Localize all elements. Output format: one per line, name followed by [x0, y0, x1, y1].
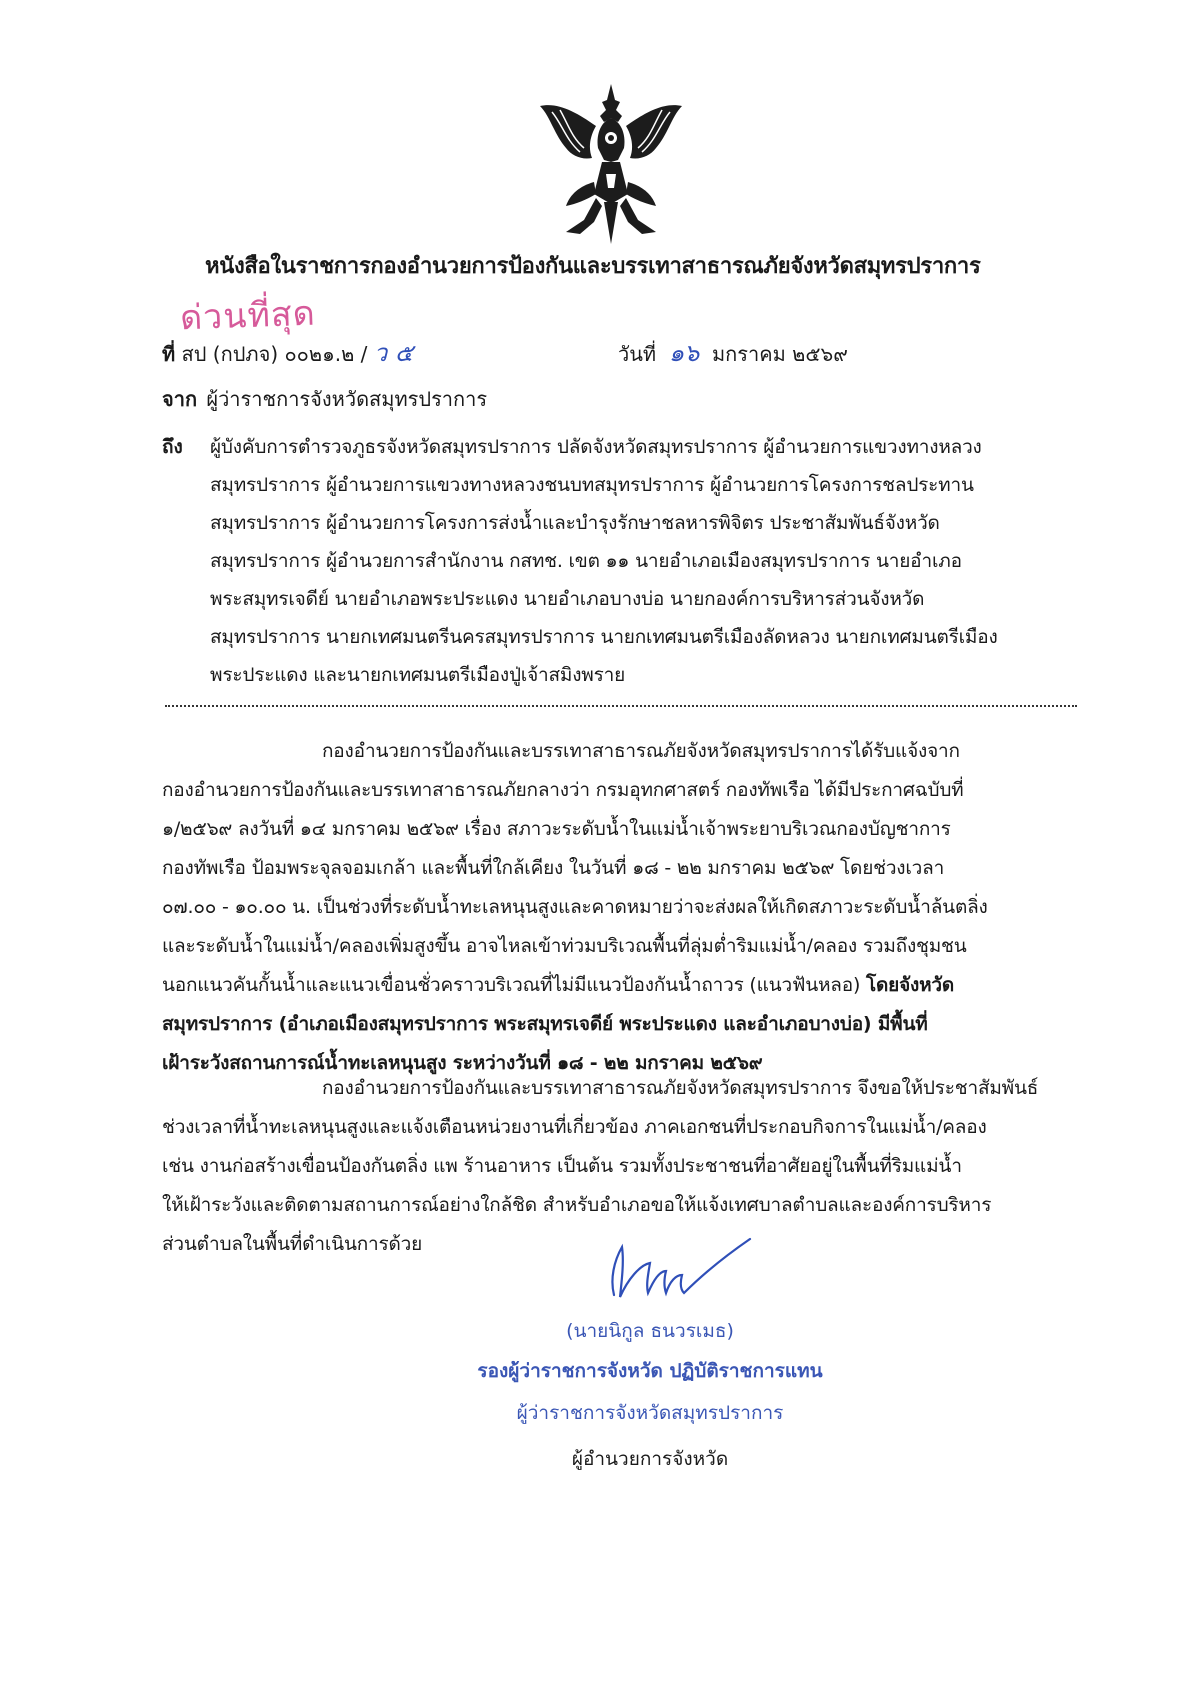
paragraph-line: ส่วนตำบลในพื้นที่ดำเนินการด้วย	[162, 1233, 423, 1255]
reference-line	[162, 333, 413, 372]
recipients-line: สมุทรปราการ ผู้อำนวยการโครงการส่งน้ำและบำรุงรักษาชลหารพิจิตร ประชาสัมพันธ์จังหวัด	[210, 512, 940, 534]
paragraph-line: ๑/๒๕๖๙ ลงวันที่ ๑๔ มกราคม ๒๕๖๙ เรื่อง สภาวะระดับน้ำในแม่น้ำเจ้าพระยาบริเวณกองบัญชาการ	[162, 818, 951, 840]
recipients-label: ถึง	[162, 436, 183, 458]
paragraph-bold-text: สมุทรปราการ (อำเภอเมืองสมุทรปราการ พระสมุทรเจดีย์ พระประแดง และอำเภอบางบ่อ) มีพื้นที่	[162, 1013, 928, 1035]
body-paragraph-1	[162, 736, 1082, 1087]
date-line	[618, 333, 848, 372]
dotted-separator	[165, 705, 1077, 707]
signatory-position: รองผู้ว่าราชการจังหวัด ปฏิบัติราชการแทน	[477, 1360, 823, 1382]
signatory-position-2: ผู้ว่าราชการจังหวัดสมุทรปราการ	[516, 1402, 784, 1424]
signatory-role: ผู้อำนวยการจังหวัด	[571, 1448, 729, 1470]
paragraph-line: และระดับน้ำในแม่น้ำ/คลองเพิ่มสูงขึ้น อาจไหลเข้าท่วมบริเวณพื้นที่ลุ่มต่ำริมแม่น้ำ/คลอง รวมถึงชุมชน	[162, 935, 967, 957]
recipients-line: สมุทรปราการ ผู้อำนวยการแขวงทางหลวงชนบทสมุทรปราการ ผู้อำนวยการโครงการชลประทาน	[210, 474, 974, 496]
paragraph-line-bold	[162, 1009, 1082, 1048]
date-handwritten-day: ๑๖	[668, 339, 700, 367]
sender-label: จาก	[162, 387, 198, 411]
paragraph-line-mixed	[162, 970, 1082, 1009]
signatory-name: (นายนิกูล ธนวรเมธ)	[566, 1320, 734, 1342]
paragraph-line: ช่วงเวลาที่น้ำทะเลหนุนสูงและแจ้งเตือนหน่วยงานที่เกี่ยวข้อง ภาคเอกชนที่ประกอบกิจการในแม่น้ำ/คลอง	[162, 1116, 987, 1138]
paragraph-bold-text: เฝ้าระวังสถานการณ์น้ำทะเลหนุนสูง ระหว่างวันที่ ๑๘ - ๒๒ มกราคม ๒๕๖๙	[162, 1052, 763, 1074]
paragraph-bold-text: โดยจังหวัด	[866, 974, 955, 996]
recipients-line: ผู้บังคับการตำรวจภูธรจังหวัดสมุทรปราการ ปลัดจังหวัดสมุทรปราการ ผู้อำนวยการแขวงทางหลวง	[210, 436, 982, 458]
document-heading: หนังสือในราชการกองอำนวยการป้องกันและบรรเทาสาธารณภัยจังหวัดสมุทรปราการ	[205, 254, 981, 279]
recipients-line: พระประแดง และนายกเทศมนตรีเมืองปู่เจ้าสมิงพราย	[210, 664, 626, 686]
paragraph-text: นอกแนวคันกั้นน้ำและแนวเขื่อนชั่วคราวบริเวณที่ไม่มีแนวป้องกันน้ำถาวร (แนวฟันหลอ)	[162, 974, 867, 996]
date-label: วันที่	[618, 342, 657, 366]
urgency-stamp: ด่วนที่สุด	[179, 293, 317, 339]
garuda-emblem-icon	[536, 82, 686, 247]
paragraph-line: ให้เฝ้าระวังและติดตามสถานการณ์อย่างใกล้ชิด สำหรับอำเภอขอให้แจ้งเทศบาลตำบลและองค์การบริหาร	[162, 1194, 992, 1216]
paragraph-line: ๐๗.๐๐ - ๑๐.๐๐ น. เป็นช่วงที่ระดับน้ำทะเลหนุนสูงและคาดหมายว่าจะส่งผลให้เกิดสภาวะระดับน้ำล้นตลิ่ง	[162, 896, 988, 918]
paragraph-line: กองอำนวยการป้องกันและบรรเทาสาธารณภัยจังหวัดสมุทรปราการ จึงขอให้ประชาสัมพันธ์	[322, 1077, 1039, 1099]
paragraph-line: กองอำนวยการป้องกันและบรรเทาสาธารณภัยกลางว่า กรมอุทกศาสตร์ กองทัพเรือ ได้มีประกาศฉบับที่	[162, 779, 964, 801]
sender-line	[162, 383, 487, 415]
handwritten-signature	[600, 1235, 760, 1305]
paragraph-line: กองอำนวยการป้องกันและบรรเทาสาธารณภัยจังหวัดสมุทรปราการได้รับแจ้งจาก	[322, 740, 960, 762]
recipients-line: สมุทรปราการ ผู้อำนวยการสำนักงาน กสทช. เขต ๑๑ นายอำเภอเมืองสมุทรปราการ นายอำเภอ	[210, 550, 962, 572]
reference-number: สป (กปภจ) ๐๐๒๑.๒ /	[181, 342, 368, 366]
recipients-lines	[210, 432, 1090, 698]
paragraph-line: เช่น งานก่อสร้างเขื่อนป้องกันตลิ่ง แพ ร้านอาหาร เป็นต้น รวมทั้งประชาชนที่อาศัยอยู่ในพื้นที่ริมแม่น้ำ	[162, 1155, 962, 1177]
sender-value: ผู้ว่าราชการจังหวัดสมุทรปราการ	[206, 387, 488, 411]
date-month-year: มกราคม ๒๕๖๙	[712, 342, 848, 366]
recipients-line: พระสมุทรเจดีย์ นายอำเภอพระประแดง นายอำเภอบางบ่อ นายกองค์การบริหารส่วนจังหวัด	[210, 588, 925, 610]
reference-handwritten-number: ว ๕	[373, 339, 414, 367]
reference-label: ที่	[162, 342, 176, 366]
recipients-line: สมุทรปราการ นายกเทศมนตรีนครสมุทรปราการ นายกเทศมนตรีเมืองลัดหลวง นายกเทศมนตรีเมือง	[210, 626, 998, 648]
paragraph-line: กองทัพเรือ ป้อมพระจุลจอมเกล้า และพื้นที่ใกล้เคียง ในวันที่ ๑๘ - ๒๒ มกราคม ๒๕๖๙ โดยช่วงเวลา	[162, 857, 945, 879]
